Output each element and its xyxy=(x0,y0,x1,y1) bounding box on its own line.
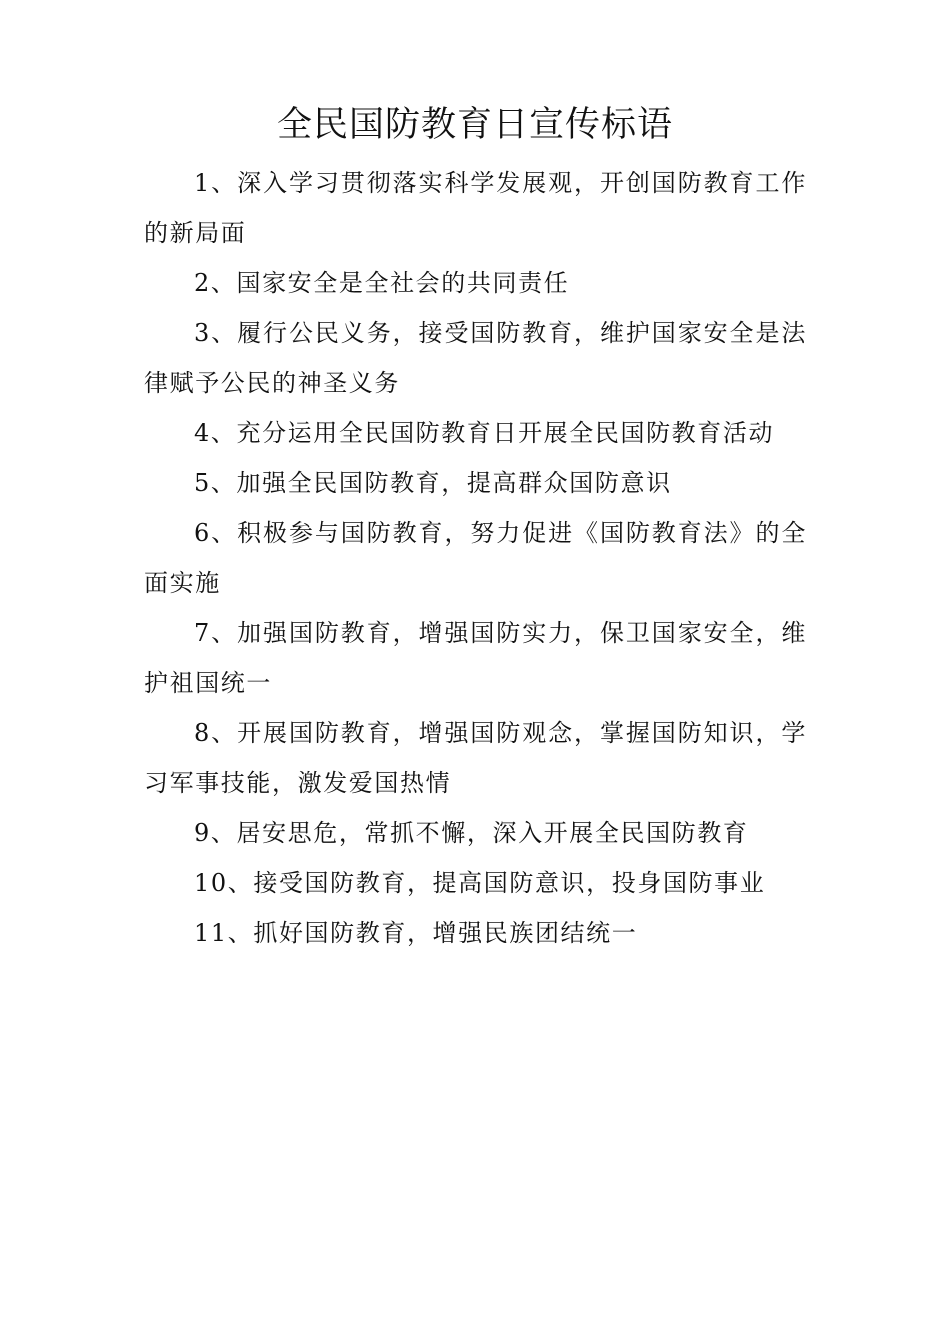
slogan-item-6: 6、积极参与国防教育，努力促进《国防教育法》的全面实施 xyxy=(144,519,807,597)
slogan-item-8: 8、开展国防教育，增强国防观念，掌握国防知识，学习军事技能，激发爱国热情 xyxy=(144,719,807,797)
slogan-item-10: 10、接受国防教育，提高国防意识，投身国防事业 xyxy=(194,869,766,897)
slogan-item-5: 5、加强全民国防教育，提高群众国防意识 xyxy=(194,469,672,497)
document-title: 全民国防教育日宣传标语 xyxy=(276,105,673,145)
slogan-item-9: 9、居安思危，常抓不懈，深入开展全民国防教育 xyxy=(194,819,749,847)
slogan-item-11: 11、抓好国防教育，增强民族团结统一 xyxy=(194,919,638,947)
slogan-item-3: 3、履行公民义务，接受国防教育，维护国家安全是法律赋予公民的神圣义务 xyxy=(144,319,807,397)
slogan-list xyxy=(144,158,807,958)
slogan-item-2: 2、国家安全是全社会的共同责任 xyxy=(194,269,570,297)
slogan-item-4: 4、充分运用全民国防教育日开展全民国防教育活动 xyxy=(194,419,775,447)
slogan-item-7: 7、加强国防教育，增强国防实力，保卫国家安全，维护祖国统一 xyxy=(144,619,807,697)
slogan-item-1: 1、深入学习贯彻落实科学发展观，开创国防教育工作的新局面 xyxy=(144,169,807,247)
